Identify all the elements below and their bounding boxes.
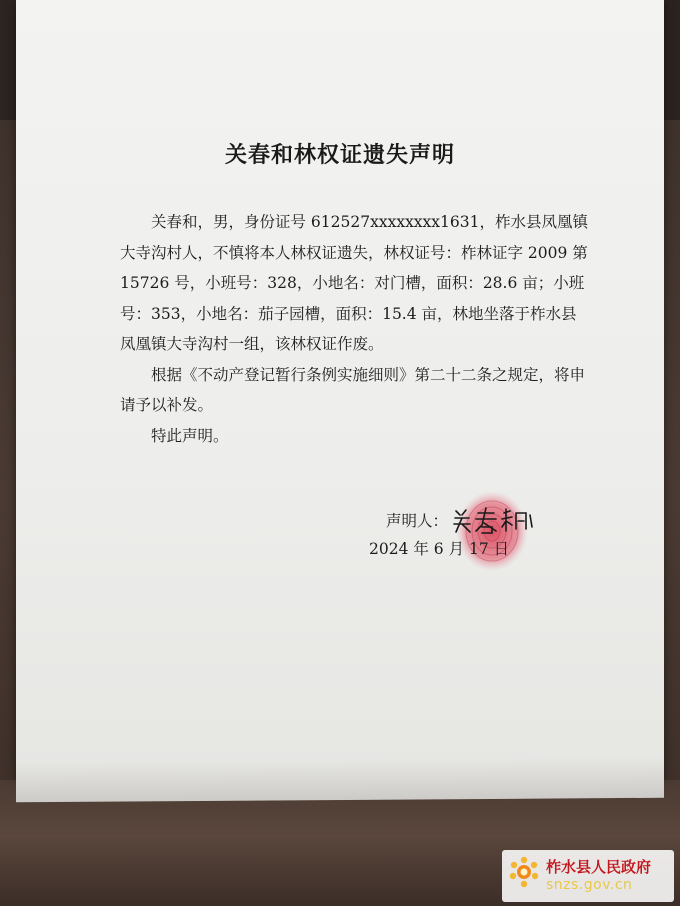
signer-line: [386, 505, 534, 535]
paper-fold: [16, 758, 664, 803]
paragraph-legal-basis: 根据《不动产登记暂行条例实施细则》第二十二条之规定，将申请予以补发。: [120, 365, 586, 414]
sun-flower-logo-icon: [508, 856, 540, 888]
handwritten-signature: [452, 505, 534, 535]
document-body: [120, 207, 590, 451]
document-date: 2024 年 6 月 17 日: [369, 540, 510, 558]
watermark-site-url: snzs.gov.cn: [546, 877, 633, 893]
document-title: 关春和林权证遗失声明: [224, 143, 455, 168]
paragraph-closing: 特此声明。: [151, 426, 229, 445]
site-watermark: [502, 850, 674, 902]
signer-label: 声明人：: [386, 512, 449, 530]
watermark-site-name: 柞水县人民政府: [546, 858, 652, 876]
paragraph-statement: 关春和，男，身份证号 612527xxxxxxxx1631，柞水县凤凰镇大寺沟村人，不慎将本人林权证遗失，林权证号：柞林证字 2009 第 15726 号，小班号：328，小地名：对门槽，面积：28.6 亩；小班号：353，小地名：茄子园槽，面积：15.4 亩，林地坐落于柞水县凤凰镇大寺沟村一组，该林权证作废。: [120, 213, 588, 353]
